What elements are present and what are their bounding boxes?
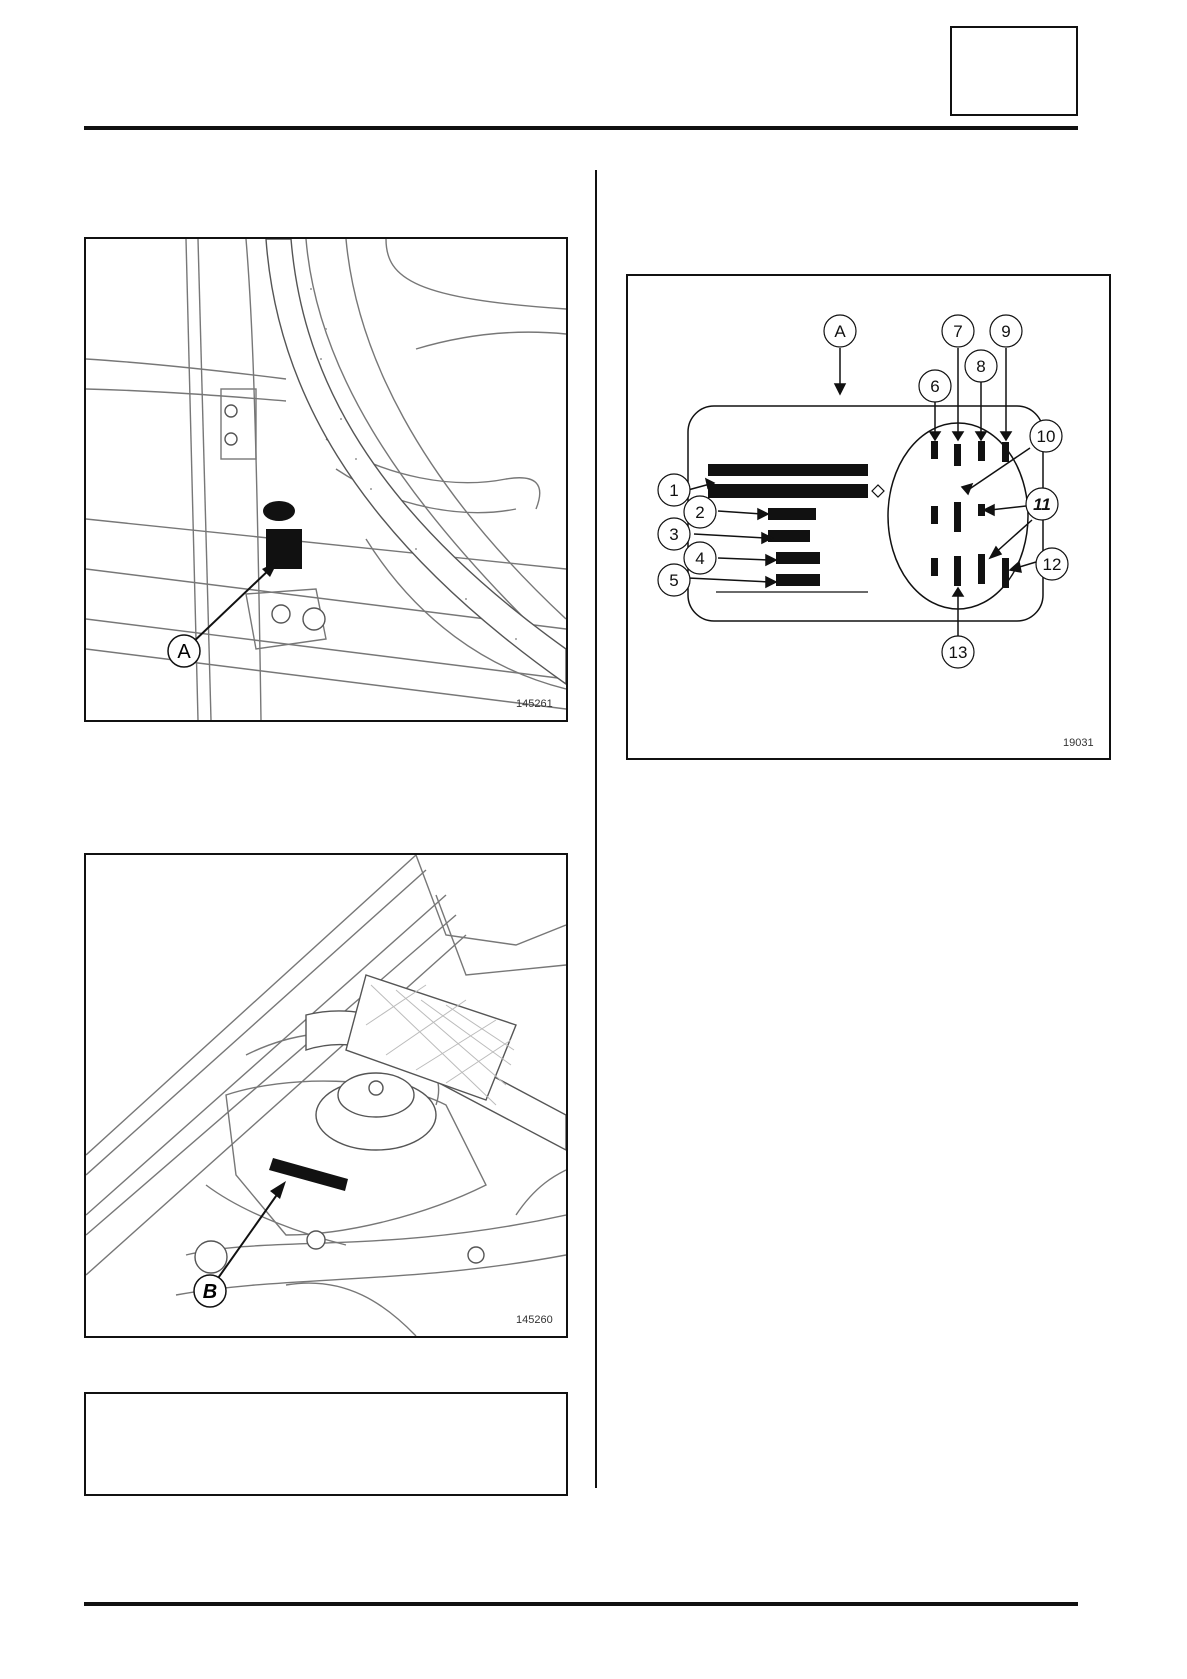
callout-1: 1	[669, 481, 679, 500]
callout-3: 3	[669, 525, 679, 544]
figure-id: 19031	[1063, 737, 1094, 749]
header-rule	[84, 126, 1078, 130]
callout-4: 4	[695, 549, 705, 568]
callout-12: 12	[1042, 555, 1062, 574]
callout-b: B	[202, 1281, 218, 1303]
label-hole	[263, 501, 295, 521]
figure-id: 145260	[516, 1314, 553, 1326]
callout-13: 13	[948, 643, 968, 662]
figure-id: 145261	[516, 698, 553, 710]
section-reference-box	[950, 26, 1078, 116]
column-divider	[595, 170, 597, 1488]
engine-bay-illustration	[86, 855, 566, 1336]
callout-10: 10	[1036, 427, 1056, 446]
callout-2: 2	[695, 503, 705, 522]
footer-rule	[84, 1602, 1078, 1606]
figure-engine-bay	[84, 853, 568, 1338]
door-pillar-illustration	[86, 239, 566, 720]
callout-8: 8	[976, 357, 986, 376]
callout-a: A	[177, 641, 191, 663]
callout-9: 9	[1001, 322, 1011, 341]
note-box	[84, 1392, 568, 1496]
callout-5: 5	[669, 571, 679, 590]
label-a-sticker	[266, 529, 302, 569]
callout-6: 6	[930, 377, 940, 396]
callout-7: 7	[953, 322, 963, 341]
callout-11: 11	[1033, 495, 1051, 514]
figure-identification-plate	[626, 274, 1111, 760]
plate-diagram	[628, 276, 1109, 758]
figure-door-pillar	[84, 237, 568, 722]
callout-a: A	[834, 322, 846, 341]
